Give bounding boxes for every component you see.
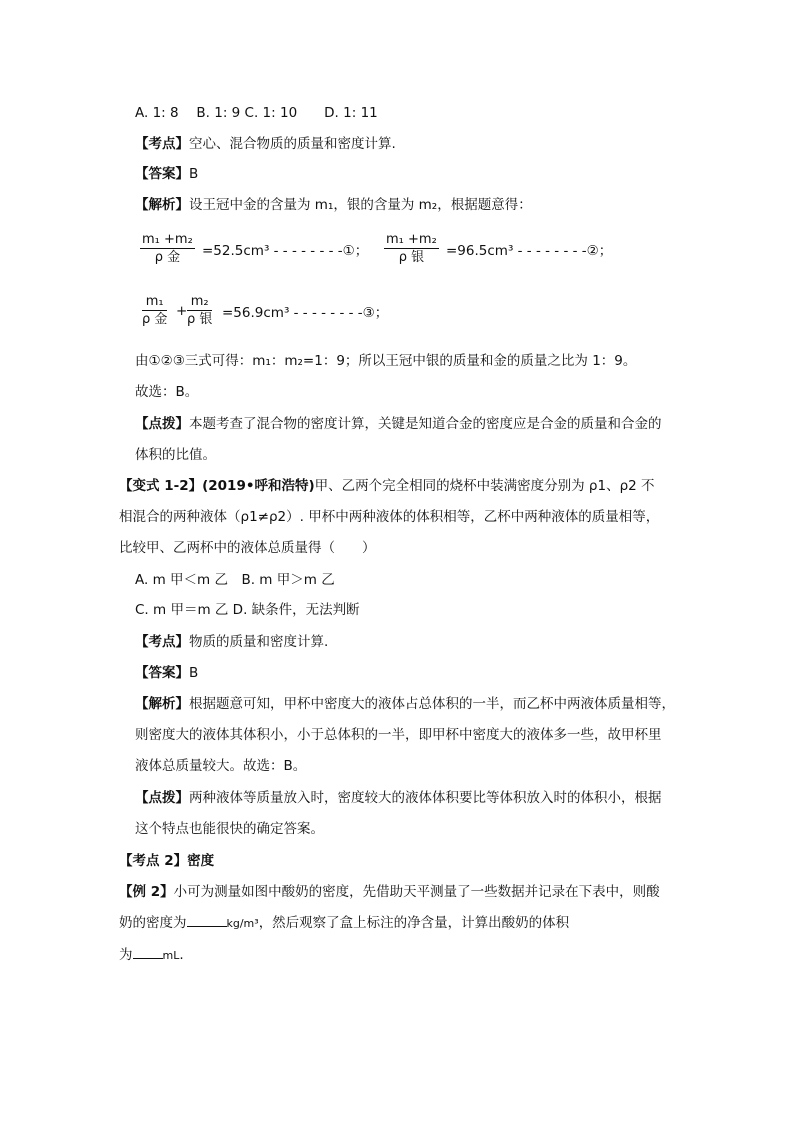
answer-line [135,165,198,183]
eq3-denominator-a: ρ 金 [142,312,168,327]
answer-blank-1[interactable] [187,914,227,927]
eq1-denominator: ρ 金 [154,250,181,265]
eq3-numerator-a: m₁ [142,294,167,311]
jiexi-text: 设王冠中金的含量为 m₁，银的含量为 m₂，根据题意得： [189,197,532,213]
eq3-fraction-b [187,294,212,329]
kaodian-tag: 【考点】 [135,136,189,152]
example-tag: 【例 2】 [119,884,174,900]
dianbo-text-1: 本题考查了混合物的密度计算，关键是知道合金的密度应是合金的质量和合金的 [189,416,662,432]
variant-dianbo-line-1 [135,789,662,807]
eq2-fraction [384,232,439,267]
options-line: A. 1: 8 B. 1: 9 C. 1: 10 D. 1: 11 [135,105,378,121]
section-heading: 【考点 2】密度 [119,853,215,869]
kaodian-line [135,135,396,153]
variant-question-1: 甲、乙两个完全相同的烧杯中装满密度分别为 ρ1、ρ2 不 [314,478,655,494]
eq3-fraction-a [142,294,167,329]
variant-jiexi-line-1 [135,695,675,713]
jiexi-line [135,196,532,214]
variant-title-tag: 【变式 1-2】(2019•呼和浩特) [119,478,315,494]
eq2-numerator: m₁ +m₂ [386,232,437,247]
variant-kaodian-tag: 【考点】 [135,634,189,650]
answer-text: B [189,166,199,182]
choose-line: 故选：B。 [135,384,199,400]
eq2-rhs: =96.5cm³ - - - - - - - -②； [446,243,613,259]
variant-jiexi-tag: 【解析】 [135,696,189,712]
example-line-2 [119,914,569,933]
variant-dianbo-tag: 【点拨】 [135,790,189,806]
variant-title-line [119,477,655,495]
variant-dianbo-line-2: 这个特点也能很快的确定答案。 [135,821,324,837]
variant-option-ab: A. m 甲＜m 乙 B. m 甲＞m 乙 [135,572,335,588]
example-text-1: 小可为测量如图中酸奶的密度，先借助天平测量了一些数据并记录在下表中，则酸 [173,884,660,900]
unit-density: kg/m³ [226,917,259,930]
eq1-rhs: =52.5cm³ - - - - - - - -①； [202,243,369,259]
example-text-2a: 奶的密度为 [119,915,187,931]
variant-question-2: 相混合的两种液体（ρ1≠ρ2）. 甲杯中两种液体的体积相等，乙杯中两种液体的质量相等， [119,509,660,525]
kaodian-text: 空心、混合物质的质量和密度计算. [189,136,396,152]
eq1-fraction [140,232,195,267]
variant-jiexi-line-3: 液体总质量较大。故选：B。 [135,758,307,774]
dianbo-line-1 [135,415,662,433]
variant-question-3: 比较甲、乙两杯中的液体总质量得（ ） [119,540,376,556]
variant-answer-tag: 【答案】 [135,665,189,681]
variant-answer-line [135,664,198,682]
eq3-numerator-b: m₂ [187,294,212,311]
unit-volume: mL [162,949,180,962]
variant-jiexi-1: 根据题意可知，甲杯中密度大的液体占总体积的一半，而乙杯中两液体质量相等， [189,696,675,712]
answer-blank-2[interactable] [133,946,163,959]
eq3-plus: + [176,303,188,319]
variant-answer-text: B [189,665,199,681]
dianbo-tag: 【点拨】 [135,416,189,432]
eq3-rhs: =56.9cm³ - - - - - - - -③； [222,305,389,321]
example-line-3 [119,946,184,965]
variant-kaodian-line [135,633,328,651]
variant-dianbo-1: 两种液体等质量放入时，密度较大的液体体积要比等体积放入时的体积小，根据 [189,790,662,806]
example-text-3b: . [179,947,184,963]
example-line-1 [119,883,660,901]
dianbo-line-2: 体积的比值。 [135,447,216,463]
eq2-denominator: ρ 银 [398,250,425,265]
eq3-denominator-b: ρ 银 [187,312,213,327]
jiexi-tag: 【解析】 [135,197,189,213]
result-line: 由①②③三式可得：m₁：m₂=1：9；所以王冠中银的质量和金的质量之比为 1：9。 [135,353,637,369]
answer-tag: 【答案】 [135,166,189,182]
variant-option-cd: C. m 甲＝m 乙 D. 缺条件，无法判断 [135,602,360,618]
example-text-2b: ，然后观察了盒上标注的净含量，计算出酸奶的体积 [258,915,570,931]
example-text-3a: 为 [119,947,133,963]
variant-jiexi-line-2: 则密度大的液体其体积小，小于总体积的一半，即甲杯中密度大的液体多一些，故甲杯里 [135,727,662,743]
eq1-numerator: m₁ +m₂ [142,232,193,247]
variant-kaodian-text: 物质的质量和密度计算. [189,634,329,650]
